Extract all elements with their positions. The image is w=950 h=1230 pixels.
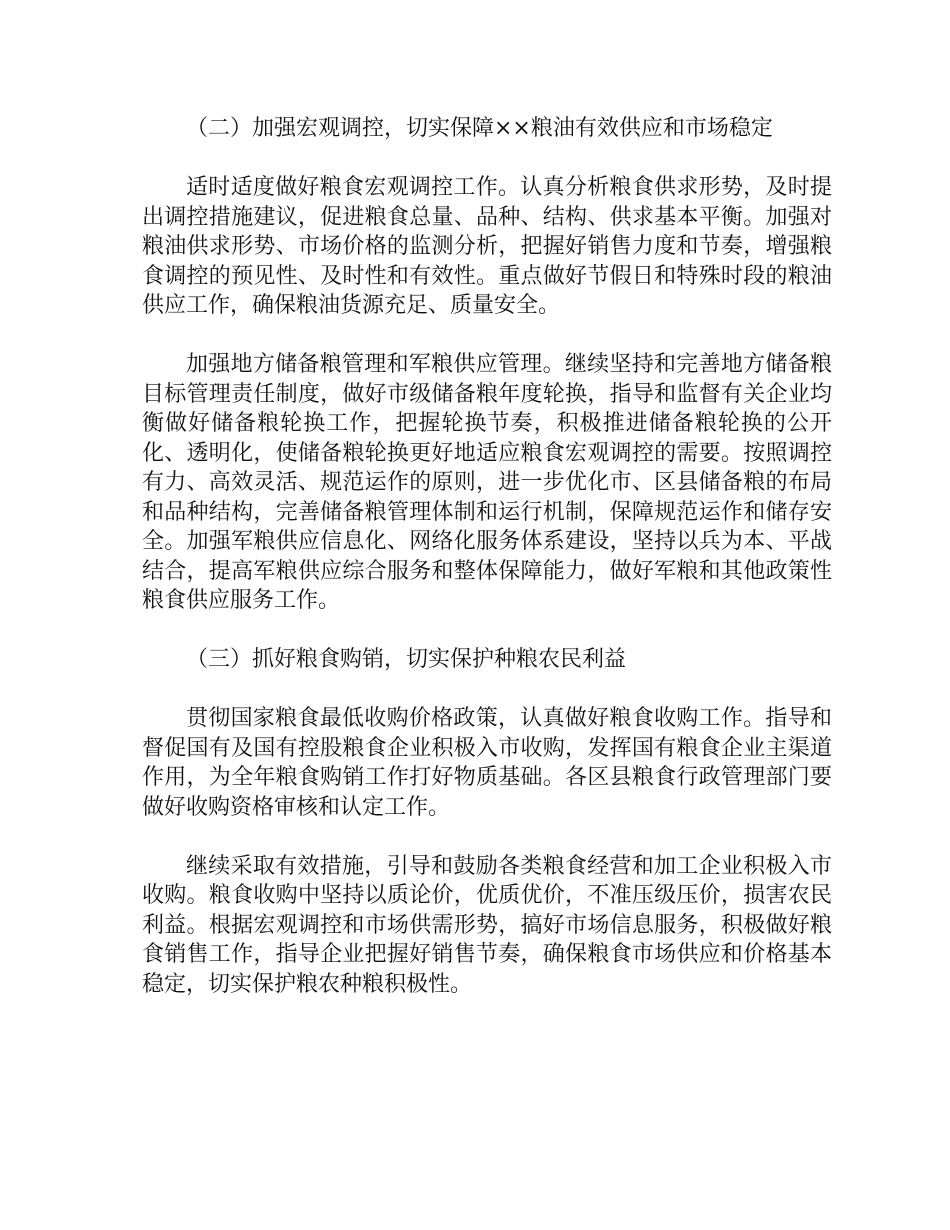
paragraph-purchase-measures: 继续采取有效措施，引导和鼓励各类粮食经营和加工企业积极入市收购。粮食收购中坚持以质论价，优质优价，不准压级压价，损害农民利益。根据宏观调控和市场供需形势，搞好市场信息服务，积极做好粮食销售工作，指导企业把握好销售节奏，确保粮食市场供应和价格基本稳定，切实保护粮农种粮积极性。 bbox=[142, 853, 832, 997]
paragraph-reserve-grain: 加强地方储备粮管理和军粮供应管理。继续坚持和完善地方储备粮目标管理责任制度，做好市级储备粮年度轮换，指导和监督有关企业均衡做好储备粮轮换工作，把握轮换节奏，积极推进储备粮轮换的公开化、透明化，使储备粮轮换更好地适应粮食宏观调控的需要。按照调控有力、高效灵活、规范运作的原则，进一步优化市、区县储备粮的布局和品种结构，完善储备粮管理体制和运行机制，保障规范运作和储存安全。加强军粮供应信息化、网络化服务体系建设，坚持以兵为本、平战结合，提高军粮供应综合服务和整体保障能力，做好军粮和其他政策性粮食供应服务工作。 bbox=[142, 352, 832, 613]
document-body bbox=[142, 114, 832, 1029]
section-heading-two: （二）加强宏观调控，切实保障××粮油有效供应和市场稳定 bbox=[186, 116, 773, 141]
section-heading-three: （三）抓好粮食购销，切实保护种粮农民利益 bbox=[186, 647, 627, 672]
paragraph-minimum-price: 贯彻国家粮食最低收购价格政策，认真做好粮食收购工作。指导和督促国有及国有控股粮食企业积极入市收购，发挥国有粮食企业主渠道作用，为全年粮食购销工作打好物质基础。各区县粮食行政管理部门要做好收购资格审核和认定工作。 bbox=[142, 706, 832, 820]
paragraph-macro-control: 适时适度做好粮食宏观调控工作。认真分析粮食供求形势，及时提出调控措施建议，促进粮食总量、品种、结构、供求基本平衡。加强对粮油供求形势、市场价格的监测分析，把握好销售力度和节奏，增强粮食调控的预见性、及时性和有效性。重点做好节假日和特殊时段的粮油供应工作，确保粮油货源充足、质量安全。 bbox=[142, 175, 832, 318]
